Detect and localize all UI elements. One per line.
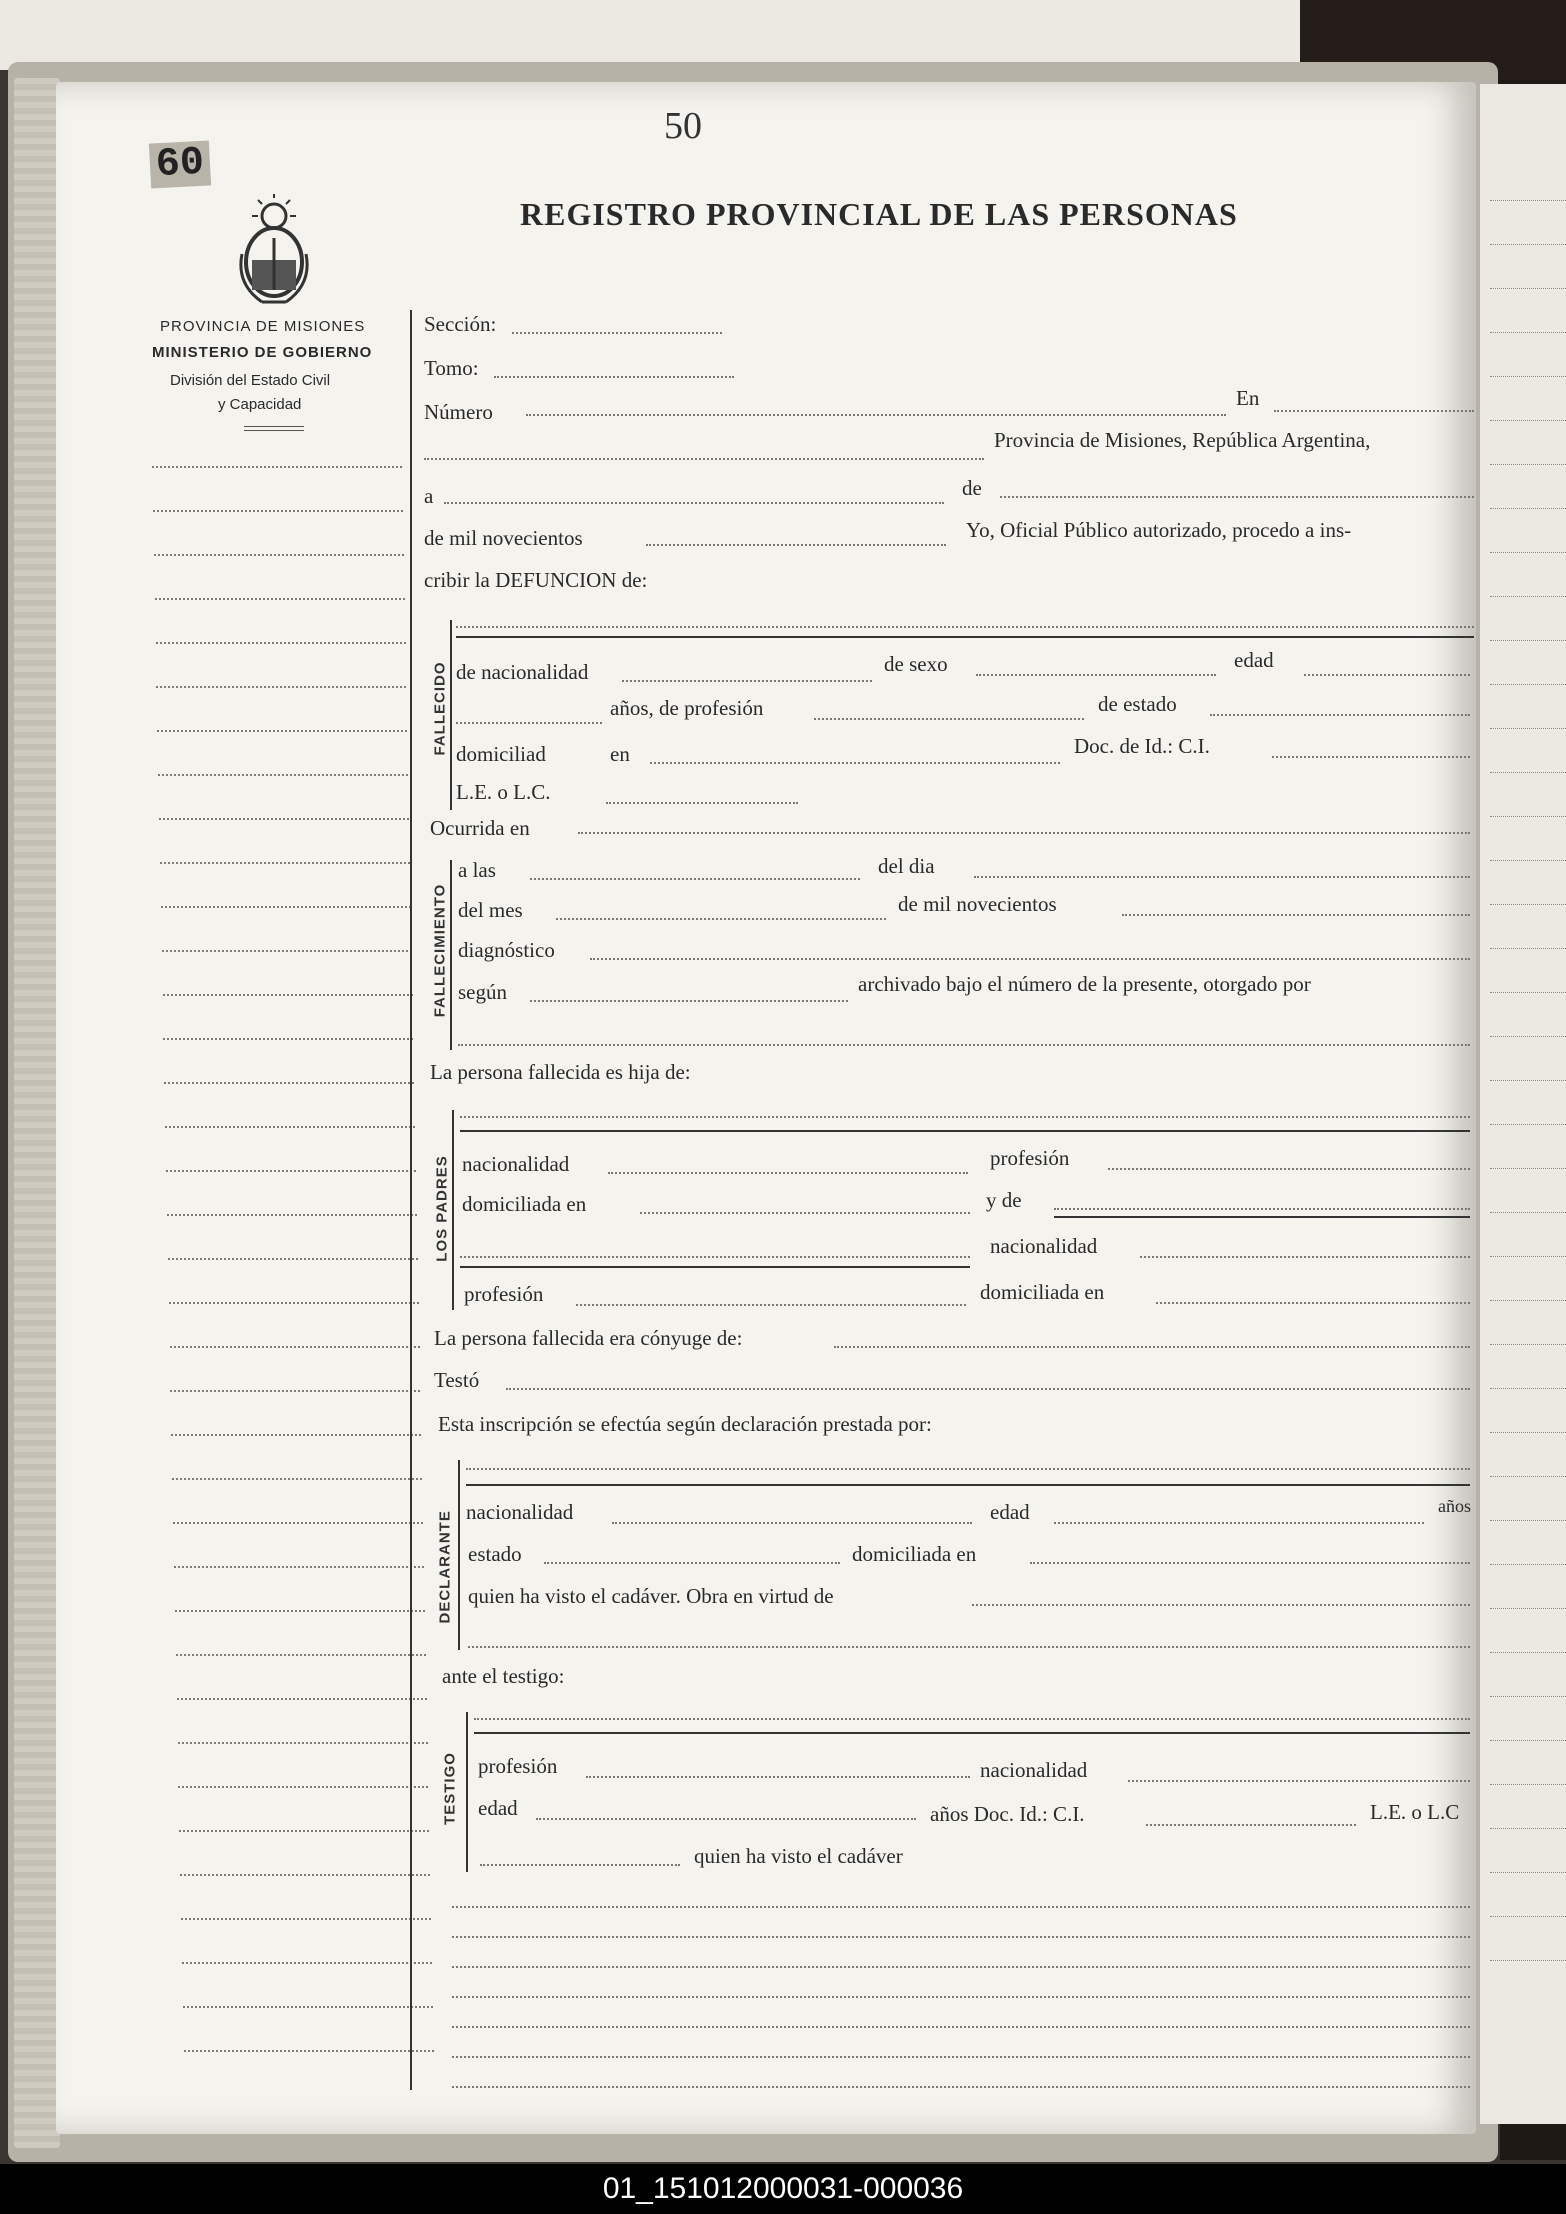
declarante-top-rule <box>466 1484 1470 1486</box>
next-page-line <box>1490 904 1566 905</box>
notes-line[interactable] <box>452 2026 1470 2028</box>
label-archivado: archivado bajo el número de la presente, otorgado por <box>858 972 1311 996</box>
next-page-line <box>1490 1300 1566 1301</box>
label-de: de <box>962 476 982 500</box>
field-a-las[interactable] <box>530 878 860 880</box>
label-nacionalidad: de nacionalidad <box>456 660 589 684</box>
next-page-line <box>1490 1872 1566 1873</box>
field-profesion[interactable] <box>814 718 1084 720</box>
field-diagnostico[interactable] <box>590 958 1470 960</box>
margin-line <box>156 642 406 644</box>
field-nacionalidad[interactable] <box>622 680 872 682</box>
field-testigo-nombre[interactable] <box>474 1718 1470 1720</box>
label-en: En <box>1236 386 1260 410</box>
next-page-line <box>1490 1564 1566 1565</box>
next-page-line <box>1490 1696 1566 1697</box>
label-yo-oficial: Yo, Oficial Público autorizado, procedo a ins- <box>966 518 1352 542</box>
margin-line <box>163 994 413 996</box>
field-testigo-nacionalidad[interactable] <box>1128 1780 1470 1782</box>
label-de-mil-2: de mil novecientos <box>898 892 1057 916</box>
label-declarante-quien: quien ha visto el cadáver. Obra en virtud de <box>468 1584 834 1608</box>
margin-line <box>176 1654 426 1656</box>
fallecido-top-rule <box>456 636 1474 638</box>
label-conyuge: La persona fallecida era cónyuge de: <box>434 1326 743 1350</box>
field-a[interactable] <box>444 502 944 504</box>
stamp-number: 60 <box>149 140 211 188</box>
label-segun: según <box>458 980 507 1004</box>
testigo-label: TESTIGO <box>441 1752 459 1825</box>
footer-image-id: 01_151012000031-000036 <box>0 2164 1566 2214</box>
next-page-line <box>1490 464 1566 465</box>
next-page-line <box>1490 1784 1566 1785</box>
label-testigo-quien: quien ha visto el cadáver <box>694 1844 903 1868</box>
label-padre-domiciliada: domiciliada en <box>462 1192 587 1216</box>
field-doc-id[interactable] <box>1272 756 1470 758</box>
institution-underline <box>244 426 304 427</box>
margin-line <box>173 1522 423 1524</box>
margin-line <box>162 950 412 952</box>
field-madre-domicilio[interactable] <box>1156 1302 1470 1304</box>
label-sexo: de sexo <box>884 652 948 676</box>
label-anos-profesion: años, de profesión <box>610 696 764 720</box>
field-testigo-edad[interactable] <box>536 1818 916 1820</box>
next-page-line <box>1490 1124 1566 1125</box>
label-cribir: cribir la DEFUNCION de: <box>424 568 648 592</box>
next-page-line <box>1490 1828 1566 1829</box>
next-page-line <box>1490 244 1566 245</box>
field-declarante-nacionalidad[interactable] <box>612 1522 972 1524</box>
field-declarante-domicilio[interactable] <box>1030 1562 1470 1564</box>
label-edad: edad <box>1234 648 1274 672</box>
label-ocurrida: Ocurrida en <box>430 816 530 840</box>
margin-line <box>168 1258 418 1260</box>
margin-line <box>180 1874 430 1876</box>
next-page-line <box>1490 860 1566 861</box>
field-lugar[interactable] <box>424 458 984 460</box>
madre-rule <box>1054 1216 1470 1218</box>
next-page-line <box>1490 596 1566 597</box>
book-spine <box>14 78 60 2148</box>
label-madre-nacionalidad: nacionalidad <box>990 1234 1098 1258</box>
notes-line[interactable] <box>452 2056 1470 2058</box>
label-declarante-estado: estado <box>468 1542 522 1566</box>
testigo-top-rule <box>474 1732 1470 1734</box>
next-page-line <box>1490 684 1566 685</box>
label-del-mes: del mes <box>458 898 523 922</box>
field-padre-nombre[interactable] <box>460 1116 1470 1118</box>
margin-line <box>155 598 405 600</box>
fallecimiento-label: FALLECIMIENTO <box>431 883 449 1018</box>
label-padre-nacionalidad: nacionalidad <box>462 1152 570 1176</box>
label-en-2: en <box>610 742 630 766</box>
field-anos[interactable] <box>456 722 602 724</box>
field-en[interactable] <box>1274 410 1474 412</box>
next-page-line <box>1490 640 1566 641</box>
field-ocurrida[interactable] <box>578 832 1470 834</box>
field-declarante-estado[interactable] <box>544 1562 840 1564</box>
next-page-line <box>1490 332 1566 333</box>
field-de-mil-2[interactable] <box>1122 914 1470 916</box>
label-a: a <box>424 484 434 508</box>
next-page-line <box>1490 1344 1566 1345</box>
label-padre-profesion: profesión <box>990 1146 1070 1170</box>
fallecido-label: FALLECIDO <box>431 661 449 756</box>
margin-line <box>163 1038 413 1040</box>
field-declarante-virtud[interactable] <box>972 1604 1470 1606</box>
notes-line[interactable] <box>452 1936 1470 1938</box>
field-del-mes[interactable] <box>556 918 886 920</box>
field-madre-nacionalidad[interactable] <box>1140 1256 1470 1258</box>
label-madre-profesion: profesión <box>464 1282 544 1306</box>
field-sexo[interactable] <box>976 674 1216 676</box>
next-page-line <box>1490 1036 1566 1037</box>
margin-line <box>170 1390 420 1392</box>
next-page-line <box>1490 772 1566 773</box>
next-page-line <box>1490 508 1566 509</box>
label-y-de: y de <box>986 1188 1022 1212</box>
notes-line[interactable] <box>452 2086 1470 2088</box>
register-page <box>56 82 1476 2134</box>
next-page-line <box>1490 1168 1566 1169</box>
label-testigo-nacionalidad: nacionalidad <box>980 1758 1088 1782</box>
next-page-line <box>1490 200 1566 201</box>
field-testigo-le-lc[interactable] <box>480 1864 680 1866</box>
next-page-line <box>1490 1432 1566 1433</box>
field-conyuge[interactable] <box>834 1346 1470 1348</box>
margin-line <box>166 1170 416 1172</box>
next-page-line <box>1490 1916 1566 1917</box>
notes-line[interactable] <box>452 1996 1470 1998</box>
margin-line <box>167 1214 417 1216</box>
margin-line <box>178 1786 428 1788</box>
institution-underline-2 <box>244 430 304 431</box>
field-declarante-nombre[interactable] <box>466 1468 1470 1470</box>
label-testigo-anos-doc: años Doc. Id.: C.I. <box>930 1802 1085 1826</box>
field-de[interactable] <box>1000 496 1474 498</box>
label-provincia: Provincia de Misiones, República Argentina, <box>994 428 1371 452</box>
field-segun[interactable] <box>530 1000 848 1002</box>
margin-line <box>174 1566 424 1568</box>
margin-line <box>156 686 406 688</box>
next-page-edge <box>1480 84 1566 2124</box>
label-a-las: a las <box>458 858 496 882</box>
institution-line-3: División del Estado Civil <box>170 372 331 389</box>
testigo-bracket <box>466 1712 468 1872</box>
next-page-line <box>1490 288 1566 289</box>
next-page-line <box>1490 992 1566 993</box>
next-page-line <box>1490 1212 1566 1213</box>
field-testigo-doc[interactable] <box>1146 1824 1356 1826</box>
margin-line <box>153 510 403 512</box>
label-declarante-anos: años <box>1438 1496 1471 1516</box>
institution-line-4: y Capacidad <box>218 396 302 413</box>
field-padre-profesion[interactable] <box>1108 1168 1470 1170</box>
margin-line <box>161 906 411 908</box>
margin-line <box>160 862 410 864</box>
next-page-line <box>1490 420 1566 421</box>
field-padre-nacionalidad[interactable] <box>608 1172 968 1174</box>
fallecimiento-bracket <box>450 860 452 1050</box>
label-testigo-edad: edad <box>478 1796 518 1820</box>
argentine-coat-of-arms-icon <box>232 194 316 310</box>
label-tomo: Tomo: <box>424 356 479 380</box>
margin-line <box>179 1830 429 1832</box>
margin-line <box>184 2050 434 2052</box>
declarante-label: DECLARANTE <box>436 1510 454 1624</box>
next-page-line <box>1490 1520 1566 1521</box>
label-ante-testigo: ante el testigo: <box>442 1664 565 1688</box>
label-hija-de: La persona fallecida es hija de: <box>430 1060 691 1084</box>
next-page-line <box>1490 1080 1566 1081</box>
margin-line <box>182 1962 432 1964</box>
next-page-line <box>1490 1740 1566 1741</box>
field-otorgado[interactable] <box>458 1044 1470 1046</box>
label-numero: Número <box>424 400 493 424</box>
field-madre-nombre-2[interactable] <box>460 1256 970 1258</box>
madre-rule-2 <box>460 1266 970 1268</box>
field-fallecido-nombre[interactable] <box>456 626 1474 628</box>
notes-line[interactable] <box>452 1906 1470 1908</box>
label-testigo-le-lc: L.E. o L.C <box>1370 1800 1460 1824</box>
institution-line-1: PROVINCIA DE MISIONES <box>160 318 366 335</box>
label-declarante-edad: edad <box>990 1500 1030 1524</box>
margin-line <box>157 730 407 732</box>
padres-top-rule <box>460 1130 1470 1132</box>
field-domicilio[interactable] <box>650 762 1060 764</box>
margin-line <box>178 1742 428 1744</box>
label-testigo-profesion: profesión <box>478 1754 558 1778</box>
margin-line <box>169 1302 419 1304</box>
label-le-lc: L.E. o L.C. <box>456 780 551 804</box>
margin-line <box>165 1126 415 1128</box>
label-declarante-domiciliada: domiciliada en <box>852 1542 977 1566</box>
field-testo[interactable] <box>506 1388 1470 1390</box>
margin-line <box>164 1082 414 1084</box>
field-tomo[interactable] <box>494 376 734 378</box>
main-vertical-rule <box>410 310 412 2090</box>
next-page-line <box>1490 376 1566 377</box>
padres-label: LOS PADRES <box>433 1155 451 1262</box>
next-page-line <box>1490 728 1566 729</box>
label-madre-domiciliada: domiciliada en <box>980 1280 1105 1304</box>
field-testigo-profesion[interactable] <box>586 1776 970 1778</box>
field-madre-profesion[interactable] <box>576 1304 966 1306</box>
label-del-dia: del dia <box>878 854 935 878</box>
padres-bracket <box>452 1110 454 1310</box>
margin-line <box>175 1610 425 1612</box>
margin-line <box>154 554 404 556</box>
margin-line <box>181 1918 431 1920</box>
label-estado: de estado <box>1098 692 1177 716</box>
next-page-line <box>1490 1388 1566 1389</box>
margin-line <box>177 1698 427 1700</box>
field-declarante-virtud-2[interactable] <box>468 1646 1470 1648</box>
notes-line[interactable] <box>452 1966 1470 1968</box>
next-page-line <box>1490 1960 1566 1961</box>
label-doc-id: Doc. de Id.: C.I. <box>1074 734 1210 758</box>
label-seccion: Sección: <box>424 312 497 336</box>
label-testo: Testó <box>434 1368 480 1392</box>
label-diagnostico: diagnóstico <box>458 938 555 962</box>
field-edad[interactable] <box>1304 674 1470 676</box>
field-le-lc[interactable] <box>606 802 798 804</box>
next-page-line <box>1490 1256 1566 1257</box>
label-de-mil: de mil novecientos <box>424 526 583 550</box>
next-page-line <box>1490 1476 1566 1477</box>
next-page-line <box>1490 1608 1566 1609</box>
label-domiciliad: domiciliad <box>456 742 546 766</box>
field-del-dia[interactable] <box>974 876 1470 878</box>
margin-line <box>183 2006 433 2008</box>
background-top <box>0 0 1300 70</box>
field-padre-domicilio[interactable] <box>640 1212 970 1214</box>
field-estado[interactable] <box>1210 714 1470 716</box>
page-number: 50 <box>664 105 702 147</box>
margin-line <box>152 466 402 468</box>
page-title: REGISTRO PROVINCIAL DE LAS PERSONAS <box>520 196 1238 232</box>
next-page-line <box>1490 948 1566 949</box>
fallecido-bracket <box>450 620 452 810</box>
margin-line <box>170 1346 420 1348</box>
margin-line <box>171 1434 421 1436</box>
next-page-line <box>1490 1652 1566 1653</box>
margin-line <box>159 818 409 820</box>
margin-line <box>172 1478 422 1480</box>
field-madre-nombre[interactable] <box>1054 1208 1470 1210</box>
field-declarante-edad[interactable] <box>1054 1522 1424 1524</box>
label-declaracion: Esta inscripción se efectúa según declaración prestada por: <box>438 1412 932 1436</box>
next-page-line <box>1490 816 1566 817</box>
institution-line-2: MINISTERIO DE GOBIERNO <box>152 344 373 361</box>
next-page-line <box>1490 552 1566 553</box>
margin-line <box>158 774 408 776</box>
field-numero[interactable] <box>526 414 1226 416</box>
field-seccion[interactable] <box>512 332 722 334</box>
label-declarante-nacionalidad: nacionalidad <box>466 1500 574 1524</box>
field-de-mil[interactable] <box>646 544 946 546</box>
declarante-bracket <box>458 1460 460 1650</box>
